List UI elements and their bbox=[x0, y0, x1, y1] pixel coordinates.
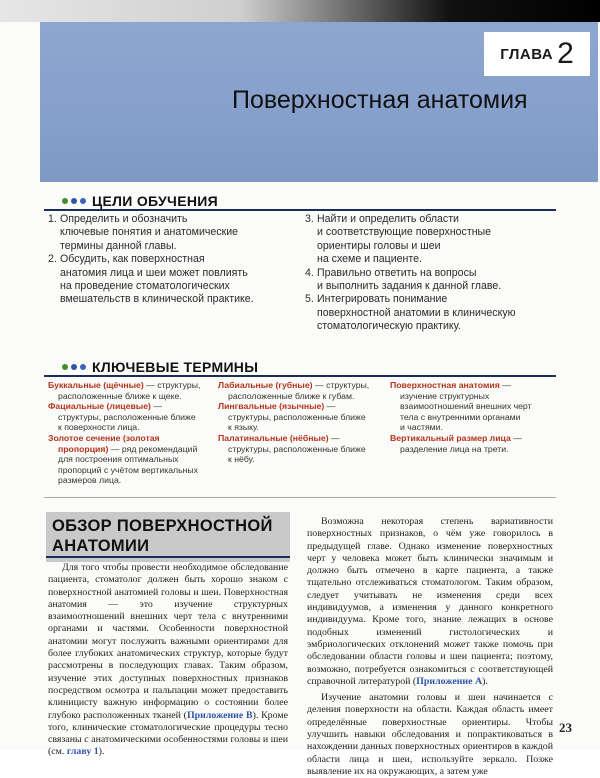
objective-item: 4. Правильно ответить на вопросы и выполнить задания к данной главе. bbox=[305, 266, 502, 293]
key-term: Лингвальные (язычные) — структуры, расположенные ближе к языку. bbox=[218, 401, 366, 433]
section-divider bbox=[44, 497, 556, 498]
key-terms-title: КЛЮЧЕВЫЕ ТЕРМИНЫ bbox=[92, 359, 259, 375]
key-term: Буккальные (щёчные) — структуры, расположенные ближе к щеке. bbox=[48, 380, 201, 401]
key-terms-col-3 bbox=[390, 380, 554, 454]
chapter-label-box bbox=[484, 32, 590, 76]
chapter-title: Поверхностная анатомия bbox=[232, 86, 528, 114]
paragraph: Изучение анатомии головы и шеи начинается с деления поверхности на области. Каждая область имеет определённые поверхностные ориентиры. Чтобы улучшить навыки обследования и попрактиковаться в нахождении данных поверхностных ориентиров в каждой области лица и шеи, используйте зеркало. Позже выявление их на окружающих, а затем уже bbox=[307, 692, 553, 777]
overview-underline bbox=[46, 556, 290, 558]
key-terms-rule bbox=[44, 375, 556, 377]
key-term: Лабиальные (губные) — структуры, расположенные ближе к губам. bbox=[218, 380, 370, 401]
heading-dots-icon bbox=[62, 198, 86, 204]
page-number: 23 bbox=[559, 720, 572, 735]
key-term: Вертикальный размер лица — разделение лица на трети. bbox=[390, 432, 522, 454]
chapter-banner bbox=[40, 22, 598, 182]
key-terms-heading bbox=[62, 359, 258, 375]
overview-title: ОБЗОР ПОВЕРХНОСТНОЙ АНАТОМИИ bbox=[52, 517, 273, 555]
chapter-word: ГЛАВА bbox=[500, 45, 554, 63]
appendix-link[interactable]: Приложение А bbox=[416, 675, 483, 687]
key-terms-col-2 bbox=[218, 380, 378, 465]
key-term: Палатинальные (нёбные) — структуры, расположенные ближе к нёбу. bbox=[218, 432, 366, 465]
body-text-right bbox=[307, 516, 553, 778]
appendix-link[interactable]: Приложение В bbox=[186, 709, 253, 721]
objectives-title: ЦЕЛИ ОБУЧЕНИЯ bbox=[92, 193, 218, 209]
objectives-rule bbox=[44, 209, 556, 211]
objective-item: 2. Обсудить, как поверхностная анатомия лица и шеи может повлиять на проведение стоматологических вмешательств в клинической практике. bbox=[48, 253, 254, 306]
chapter-link[interactable]: главу 1 bbox=[66, 746, 99, 758]
chapter-number: 2 bbox=[557, 37, 574, 70]
objective-item: 3. Найти и определить области и соответствующие поверхностные ориентиры головы и шеи на схеме и пациенте. bbox=[305, 213, 492, 266]
paragraph: Возможна некоторая степень вариативности поверхностных признаков, о чём уже говорилось в предыдущей главе. Однако изменение поверхностных черт у человека может быть клинически значимым и должно быть отмечено в карте пациента, а также тщательно отслеживаться стоматологом. Таким образом, следует учитывать не изменения среди всех индивидуумов, а изменения у данного конкретного индивидуума. Кроме того, знание лежащих в основе подобных изменений гистологических и эмбриологических отклонений может также помочь при обследовании области головы и шеи пациента; поэтому, возможно, потребуется ознакомиться с соответствующей справочной литературой (Приложение А). bbox=[307, 516, 553, 687]
key-term: Золотое сечение (золотая пропорция) — ряд рекомендаций для построения оптимальных пропорций с учётом вертикальных размеров лица. bbox=[48, 432, 199, 486]
key-terms-col-1 bbox=[48, 380, 210, 486]
paragraph: Для того чтобы провести необходимое обследование пациента, стоматолог должен быть хорошо знаком с поверхностной анатомией головы и шеи. Поверхностная анатомия — это изучение структурных взаимоотношений внешних черт тела с внутренними органами и частями. Особенности поверхностной анатомии могут послужить важными ориентирами для более глубоких анатомических структур, которые будут рассмотрены в последующих главах. Таким образом, изучение этих доступных поверхностных признаков посредством осмотра и пальпации может предоставить клиницисту важную информацию о состоянии более глубоко расположенных тканей (Приложение В). Кроме того, клинические стоматологические процедуры тесно связаны с анатомическими особенностями головы и шеи (см. главу 1). bbox=[48, 562, 288, 758]
body-text-left bbox=[48, 562, 288, 759]
heading-dots-icon bbox=[62, 364, 86, 370]
objectives-heading bbox=[62, 193, 218, 209]
key-term: Поверхностная анатомия — изучение структурных взаимоотношений внешних черт тела с внутренними органами и частями. bbox=[390, 380, 532, 433]
objective-item: 1. Определить и обозначить ключевые понятия и анатомические термины данной главы. bbox=[48, 213, 239, 252]
key-term: Фациальные (лицевые) — структуры, расположенные ближе к поверхности лица. bbox=[48, 401, 196, 433]
objectives-left bbox=[48, 213, 288, 307]
objective-item: 5. Интегрировать понимание поверхностной анатомии в клиническую стоматологическую практику. bbox=[305, 293, 516, 333]
top-strip bbox=[0, 0, 600, 22]
objectives-right bbox=[305, 213, 545, 334]
